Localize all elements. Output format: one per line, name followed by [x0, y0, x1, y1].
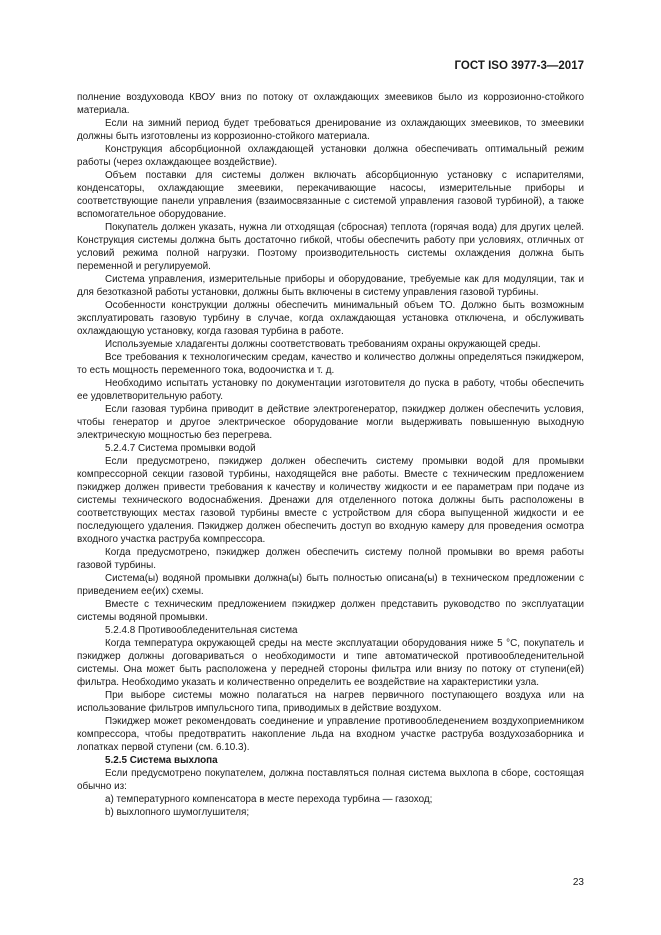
body-paragraph: Система(ы) водяной промывки должна(ы) быть полностью описана(ы) в техническом предложении с приведением ее(их) схемы.	[77, 573, 584, 597]
body-paragraph: Если предусмотрено покупателем, должна поставляться полная система выхлопа в сборе, состоящая обычно из:	[77, 768, 584, 792]
body-paragraph: Пэкиджер может рекомендовать соединение и управление противообледенением воздухоприемником компрессора, чтобы предотвратить накопление льда на входном участке раструба воздухозаборника и лопатках первой ступени (см. 6.10.3).	[77, 716, 584, 753]
body-paragraph: При выборе системы можно полагаться на нагрев первичного поступающего воздуха или на использование фильтров импульсного типа, приводимых в действие воздухом.	[77, 690, 584, 714]
body-paragraph: Покупатель должен указать, нужна ли отходящая (сбросная) теплота (горячая вода) для других целей. Конструкция системы должна быть достаточно гибкой, чтобы обеспечить работу при условиях, отличных от условий режима полной нагрузки. Поэтому производительность системы охлаждения должна быть переменной и регулируемой.	[77, 222, 584, 272]
body-paragraph: Все требования к технологическим средам, качество и количество должны определяться пэкиджером, то есть мощность переменного тока, водоочистка и т. д.	[77, 352, 584, 376]
body-paragraph: a) температурного компенсатора в месте перехода турбина — газоход;	[105, 794, 433, 805]
body-paragraph: Если предусмотрено, пэкиджер должен обеспечить систему промывки водой для промывки компрессорной секции газовой турбины, находящейся вне работы. Вместе с техническим предложением пэкиджер должен привести требования к качеству и количеству жидкости и ее параметрам при подаче из системы технического водоснабжения. Дренажи для отделенного потока должны быть расположены в соответствующих местах газовой турбины вместе с устройством для сбора выпущенной жидкости и ее последующего удаления. Пэкиджер должен обеспечить доступ во входную камеру для проведения осмотра входного участка раструба компрессора.	[77, 456, 584, 545]
body-paragraph: Если на зимний период будет требоваться дренирование из охлаждающих змеевиков, то змеевики должны быть изготовлены из коррозионно-стойкого материала.	[77, 118, 584, 142]
body-paragraph: Конструкция абсорбционной охлаждающей установки должна обеспечивать оптимальный режим работы (через охлаждающее воздействие).	[77, 144, 584, 168]
document-body	[77, 91, 584, 819]
body-paragraph: Когда температура окружающей среды на месте эксплуатации оборудования ниже 5 °С, покупатель и пэкиджер должны договариваться о необходимости и типе автоматической противообледенительной системы. Она может быть расположена у передней стороны фильтра или внизу по потоку от ступени(ей) фильтра. Необходимо указать и количественно определить ее воздействие на характеристики узла.	[77, 638, 584, 688]
body-paragraph: 5.2.4.8 Противообледенительная система	[105, 625, 298, 636]
body-paragraph: Используемые хладагенты должны соответствовать требованиям охраны окружающей среды.	[105, 339, 541, 350]
body-paragraph: Необходимо испытать установку по документации изготовителя до пуска в работу, чтобы обеспечить ее удовлетворительную работу.	[77, 378, 584, 402]
body-paragraph: Система управления, измерительные приборы и оборудование, требуемые как для модуляции, так и для безотказной работы установки, должны быть включены в систему управления газовой турбины.	[77, 274, 584, 298]
body-paragraph: Когда предусмотрено, пэкиджер должен обеспечить систему полной промывки во время работы газовой турбины.	[77, 547, 584, 571]
body-paragraph: Если газовая турбина приводит в действие электрогенератор, пэкиджер должен обеспечить условия, чтобы генератор и другое электрическое оборудование могли выдерживать повышенную выходную электрическую мощностью без перегрева.	[77, 404, 584, 441]
body-paragraph: Объем поставки для системы должен включать абсорбционную установку с испарителями, конденсаторы, охлаждающие змеевики, перекачивающие насосы, измерительные приборы и соответствующие панели управления (взаимосвязанные с системой управления газовой турбиной), а также вспомогательное оборудование.	[77, 170, 584, 220]
body-paragraph: 5.2.4.7 Система промывки водой	[105, 443, 256, 454]
body-paragraph: полнение воздуховода КВОУ вниз по потоку от охлаждающих змеевиков было из коррозионно-стойкого материала.	[77, 92, 584, 116]
document-header: ГОСТ ISO 3977-3—2017	[454, 60, 584, 72]
body-paragraph: b) выхлопного шумоглушителя;	[105, 807, 250, 818]
body-paragraph: Особенности конструкции должны обеспечить минимальный объем ТО. Должно быть возможным эксплуатировать газовую турбину в случае, когда охлаждающая установка отключена, и обслуживать охлаждающую установку, когда газовая турбина в работе.	[77, 300, 584, 337]
body-paragraph: Вместе с техническим предложением пэкиджер должен представить руководство по эксплуатации системы водяной промывки.	[77, 599, 584, 623]
section-heading: 5.2.5 Система выхлопа	[105, 755, 218, 766]
page-number: 23	[572, 877, 584, 888]
